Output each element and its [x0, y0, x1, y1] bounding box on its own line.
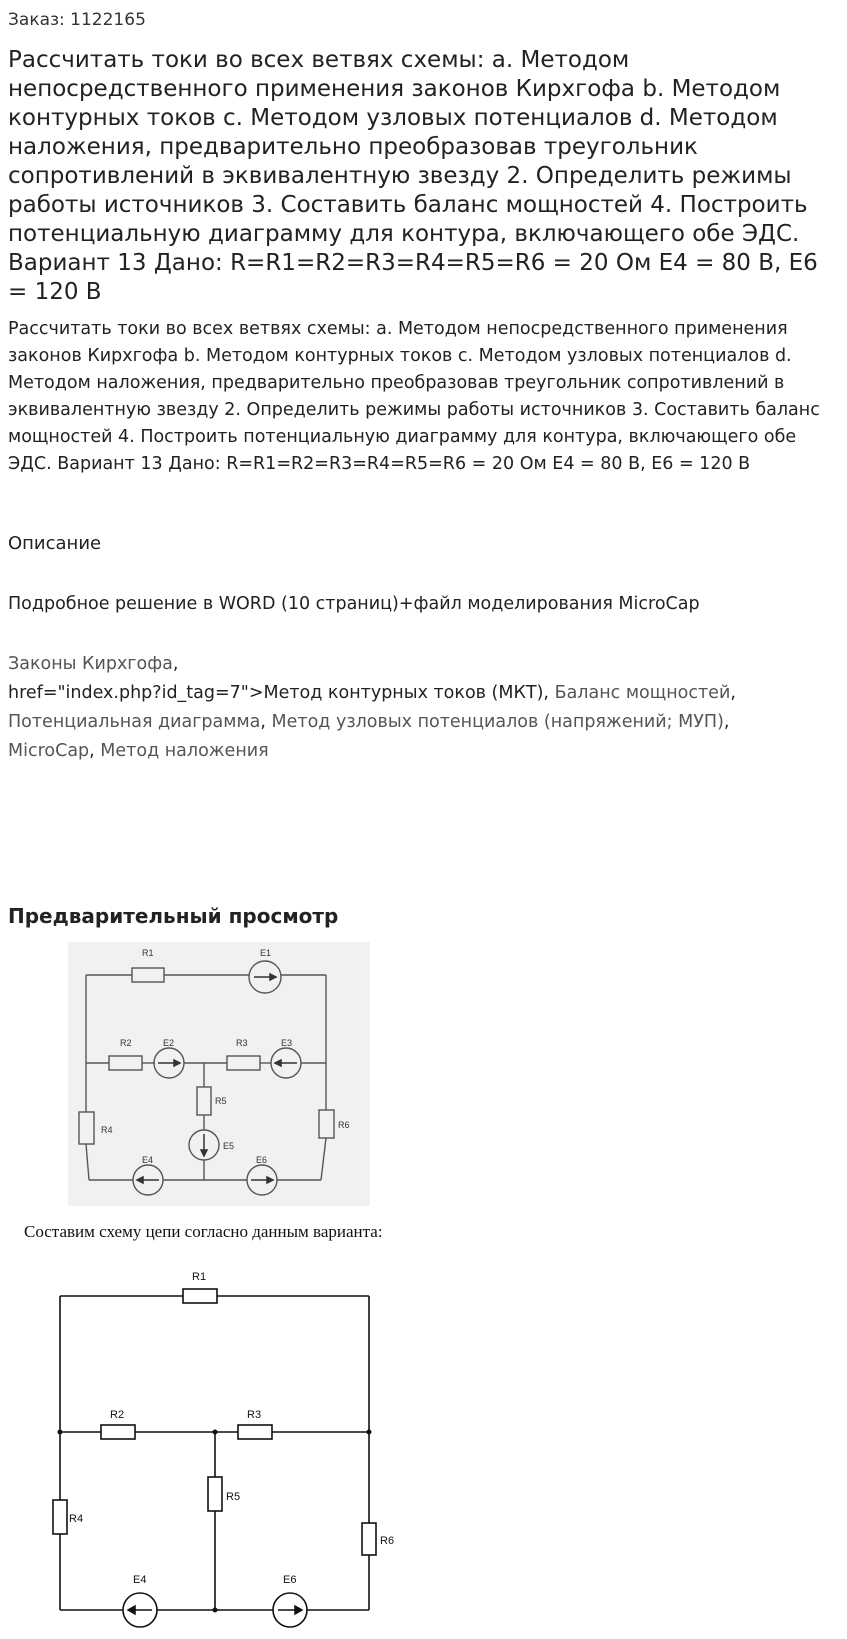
circuit-caption: Составим схему цепи согласно данным варианта:: [24, 1222, 383, 1241]
resistor-r2: [101, 1425, 135, 1439]
order-number: Заказ: 1122165: [8, 10, 146, 30]
scanned-circuit-diagram: [68, 942, 370, 1206]
label-r2: R2: [110, 1409, 125, 1421]
tag-list: [8, 650, 838, 766]
tag-separator: ,: [543, 683, 555, 703]
label-r6: R6: [380, 1535, 395, 1547]
label-e6: E6: [283, 1574, 297, 1586]
tag-mkt-raw: href="index.php?id_tag=7">Метод контурных токов (МКТ): [8, 683, 544, 703]
scan-label-r4: R4: [101, 1125, 113, 1135]
label-r5: R5: [226, 1491, 241, 1503]
scan-label-r1: R1: [142, 948, 154, 958]
tag-potential-link[interactable]: Потенциальная диаграмма: [8, 712, 261, 732]
description-heading: Описание: [8, 533, 102, 554]
scan-label-e1: E1: [260, 948, 272, 958]
tag-separator: ,: [730, 683, 736, 703]
label-e4: E4: [133, 1574, 147, 1586]
scan-resistor-r5: [197, 1087, 211, 1115]
scan-resistor-r6: [319, 1110, 334, 1138]
tag-mup-link[interactable]: Метод узловых потенциалов (напряжений; МУП): [271, 712, 724, 732]
description-text: Подробное решение в WORD (10 страниц)+файл моделирования MicroCap: [8, 594, 700, 614]
resistor-r1: [183, 1289, 217, 1303]
scan-label-r6: R6: [338, 1120, 350, 1130]
label-r1: R1: [192, 1271, 207, 1283]
clean-circuit-image: [40, 1260, 420, 1630]
scan-label-e5: E5: [223, 1141, 235, 1151]
scan-resistor-r2: [109, 1056, 142, 1070]
scan-resistor-r4: [79, 1112, 94, 1144]
label-r3: R3: [247, 1409, 262, 1421]
tag-separator: ,: [89, 741, 101, 761]
clean-circuit-diagram: [40, 1260, 420, 1630]
resistor-r4: [53, 1500, 67, 1534]
scan-label-e3: E3: [281, 1038, 293, 1048]
scan-label-r3: R3: [236, 1038, 248, 1048]
scanned-circuit-image: [68, 942, 370, 1206]
tag-separator: ,: [260, 712, 272, 732]
tag-balance-link[interactable]: Баланс мощностей: [554, 683, 731, 703]
tag-superposition-link[interactable]: Метод наложения: [100, 741, 269, 761]
tag-microcap-link[interactable]: MicroCap: [8, 741, 90, 761]
task-text: Рассчитать токи во всех ветвях схемы: a. Методом непосредственного применения законов Кирхгофа b. Методом контурных токов c. Методом узловых потенциалов d. Методом наложения, предварительно преобразовав треугольник сопротивлений в эквивалентную звезду 2. Определить режимы работы источников 3. Составить баланс мощностей 4. Построить потенциальную диаграмму для контура, включающего обе ЭДС. Вариант 13 Дано: R=R1=R2=R3=R4=R5=R6 = 20 Ом E4 = 80 В, E6 = 120 В: [8, 319, 820, 474]
scan-label-e6: E6: [256, 1155, 268, 1165]
scan-label-e4: E4: [142, 1155, 154, 1165]
tag-separator: ,: [723, 712, 730, 732]
scan-label-r2: R2: [120, 1038, 132, 1048]
scan-resistor-r3: [227, 1056, 260, 1070]
scan-label-r5: R5: [215, 1096, 227, 1106]
scan-label-e2: E2: [163, 1038, 175, 1048]
label-r4: R4: [69, 1513, 84, 1525]
page-title: Рассчитать токи во всех ветвях схемы: a. Методом непосредственного применения законов Кирхгофа b. Методом контурных токов c. Методом узловых потенциалов d. Методом наложения, предварительно преобразовав треугольник сопротивлений в эквивалентную звезду 2. Определить режимы работы источников 3. Составить баланс мощностей 4. Построить потенциальную диаграмму для контура, включающего обе ЭДС. Вариант 13 Дано: R=R1=R2=R3=R4=R5=R6 = 20 Ом E4 = 80 В, E6 = 120 В: [8, 47, 818, 305]
resistor-r6: [362, 1523, 376, 1555]
tag-kirchhoff-link[interactable]: Законы Кирхгофа: [8, 654, 173, 674]
scan-resistor-r1: [132, 968, 164, 982]
preview-heading: Предварительный просмотр: [8, 904, 339, 928]
resistor-r5: [208, 1477, 222, 1511]
tag-separator: ,: [172, 654, 179, 674]
resistor-r3: [238, 1425, 272, 1439]
